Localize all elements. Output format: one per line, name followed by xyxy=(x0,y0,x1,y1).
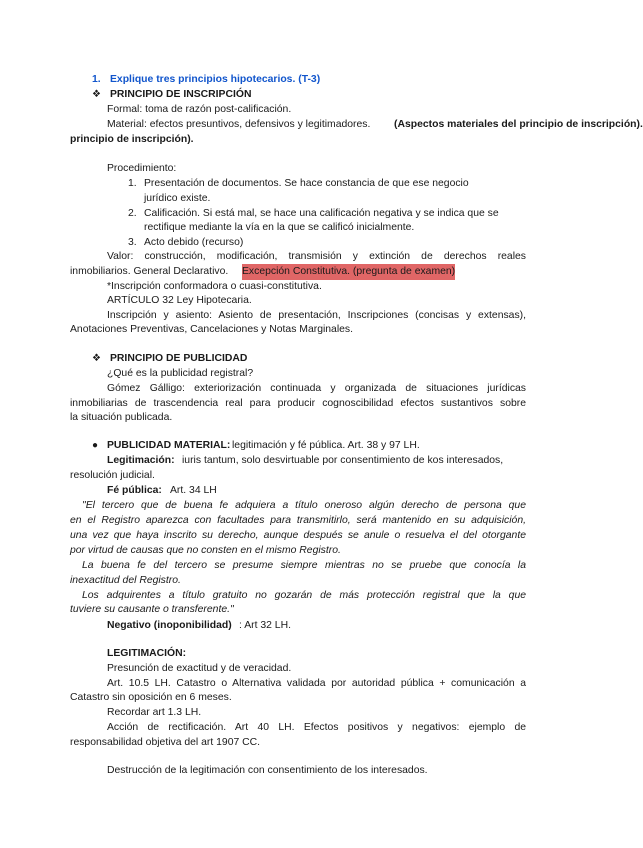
asiento-line: Inscripción y asiento: Asiento de presentación, Inscripciones (concisas y extensas), xyxy=(107,310,526,321)
heading-inscripcion: PRINCIPIO DE INSCRIPCIÓN xyxy=(110,89,252,100)
legit-text-cont: resolución judicial. xyxy=(70,470,155,481)
material-line: Material: efectos presuntivos, defensivos y legitimadores. xyxy=(107,119,371,130)
material-bold: (Aspectos materiales del principio de inscripción). xyxy=(394,119,643,130)
publicidad-question: ¿Qué es la publicidad registral? xyxy=(107,368,254,379)
negativo-text: : Art 32 LH. xyxy=(239,620,291,631)
quote-line: "El tercero que de buena fe adquiera a título oneroso algún derecho de persona que xyxy=(82,500,526,511)
material-label: PUBLICIDAD MATERIAL: xyxy=(107,440,231,451)
procedimiento-label: Procedimiento: xyxy=(107,163,177,174)
articulo-line: ARTÍCULO 32 Ley Hipotecaria. xyxy=(107,295,252,306)
step-text: Calificación. Si está mal, se hace una calificación negativa y se indica que se xyxy=(144,208,499,219)
fe-label: Fé pública: xyxy=(107,485,162,496)
quote-line: por virtud de causas que no consten en el mismo Registro. xyxy=(70,545,341,556)
art-line-cont: Catastro sin oposición en 6 meses. xyxy=(70,692,232,703)
material-text: legitimación y fé pública. Art. 38 y 97 LH. xyxy=(232,440,420,451)
round-bullet-icon: ● xyxy=(92,440,99,451)
publicidad-def: Gómez Gálligo: exteriorización continuada y organizada de situaciones jurídicas xyxy=(107,383,526,394)
valor-line-cont: inmobiliarios. General Declarativo. xyxy=(70,266,229,277)
quote-line: La buena fe del tercero se presume siempre mientras no se pruebe que conocía la xyxy=(82,560,526,571)
step-number: 2. xyxy=(128,208,137,219)
step-text: Acto debido (recurso) xyxy=(144,237,244,248)
step-number: 1. xyxy=(128,178,137,189)
heading-legitimacion: LEGITIMACIÓN: xyxy=(107,648,187,659)
step-text-cont: jurídico existe. xyxy=(144,193,211,204)
valor-line: Valor: construcción, modificación, transmisión y extinción de derechos reales xyxy=(107,251,526,262)
step-text: Presentación de documentos. Se hace constancia de que ese negocio xyxy=(144,178,469,189)
fe-text: Art. 34 LH xyxy=(170,485,217,496)
publicidad-def-cont: inmobiliarias de trascendencia real para producir cognoscibilidad efectos sustantivos sobre xyxy=(70,398,526,409)
destruccion-line: Destrucción de la legitimación con consentimiento de los interesados. xyxy=(107,765,428,776)
question-number: 1. xyxy=(92,74,101,85)
quote-line: en el Registro aparezca con facultades para transmitirlo, será mantenido en su adquisición, xyxy=(70,515,526,526)
step-text-cont: rectifique mediante la vía en la que se calificó inicialmente. xyxy=(144,222,415,233)
formal-line: Formal: toma de razón post-calificación. xyxy=(107,104,292,115)
negativo-label: Negativo (inoponibilidad) xyxy=(107,620,232,631)
asiento-line-cont: Anotaciones Preventivas, Cancelaciones y Notas Marginales. xyxy=(70,324,354,335)
step-number: 3. xyxy=(128,237,137,248)
publicidad-def-end: la situación publicada. xyxy=(70,412,173,423)
legit-label: Legitimación: xyxy=(107,455,175,466)
heading-publicidad: PRINCIPIO DE PUBLICIDAD xyxy=(110,353,248,364)
highlight-exam: Excepción Constitutiva. (pregunta de examen) xyxy=(242,264,455,280)
question-title: Explique tres principios hipotecarios. (T-3) xyxy=(110,74,321,85)
art-line: Art. 10.5 LH. Catastro o Alternativa validada por autoridad pública + comunicación a xyxy=(107,678,526,689)
material-bold-cont: principio de inscripción). xyxy=(70,134,194,145)
quote-line: una vez que haya inscrito su derecho, aunque después se anule o resuelva el del otorgante xyxy=(70,530,526,541)
accion-line-cont: responsabilidad objetiva del art 1907 CC. xyxy=(70,737,261,748)
quote-line: tuviere su causante o transferente." xyxy=(70,604,234,615)
diamond-bullet-icon: ❖ xyxy=(92,89,101,100)
recordar-line: Recordar art 1.3 LH. xyxy=(107,707,202,718)
accion-line: Acción de rectificación. Art 40 LH. Efectos positivos y negativos: ejemplo de xyxy=(107,722,526,733)
presuncion-line: Presunción de exactitud y de veracidad. xyxy=(107,663,292,674)
diamond-bullet-icon: ❖ xyxy=(92,353,101,364)
quote-line: inexactitud del Registro. xyxy=(70,575,181,586)
quote-line: Los adquirentes a título gratuito no gozarán de más protección registral que la que xyxy=(82,590,526,601)
conformadora-line: *Inscripción conformadora o cuasi-constitutiva. xyxy=(107,281,322,292)
legit-text: iuris tantum, solo desvirtuable por consentimiento de kos interesados, xyxy=(182,455,504,466)
